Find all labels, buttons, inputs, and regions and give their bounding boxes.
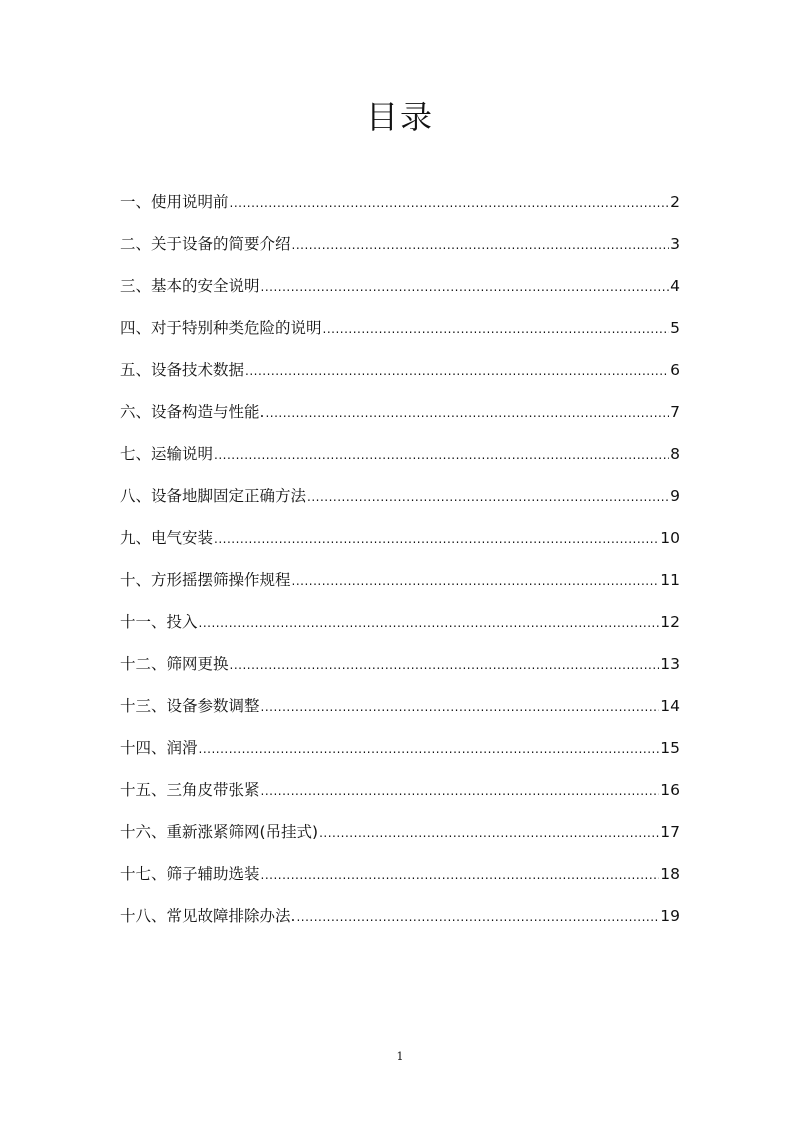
toc-entry[interactable] bbox=[120, 652, 680, 694]
toc-entry-label: 六、设备构造与性能. bbox=[120, 403, 265, 421]
toc-entry[interactable] bbox=[120, 904, 680, 946]
toc-entry-page: 6 bbox=[670, 361, 680, 379]
toc-title: 目录 bbox=[365, 98, 434, 136]
toc-entry-page: 4 bbox=[670, 277, 680, 295]
toc-entry-label: 七、运输说明 bbox=[120, 445, 214, 463]
toc-entry[interactable] bbox=[120, 274, 680, 316]
toc-entry[interactable] bbox=[120, 484, 680, 526]
toc-entry-label: 三、基本的安全说明 bbox=[120, 277, 260, 295]
toc-dot-leader bbox=[214, 443, 669, 467]
toc-entry-label: 十一、投入 bbox=[120, 613, 198, 631]
toc-entry[interactable] bbox=[120, 442, 680, 484]
toc-dot-leader bbox=[319, 821, 659, 845]
toc-entry-page: 13 bbox=[660, 655, 680, 673]
toc-entry-label: 八、设备地脚固定正确方法 bbox=[120, 487, 307, 505]
toc-entry-label: 十二、筛网更换 bbox=[120, 655, 229, 673]
toc-entry-label: 十三、设备参数调整 bbox=[120, 697, 260, 715]
toc-entry-label: 一、使用说明前 bbox=[120, 193, 229, 211]
toc-entry[interactable] bbox=[120, 694, 680, 736]
toc-dot-leader bbox=[199, 737, 660, 761]
toc-entry-label: 十、方形摇摆筛操作规程 bbox=[120, 571, 291, 589]
toc-entry[interactable] bbox=[120, 820, 680, 862]
toc-entry-label: 十八、常见故障排除办法. bbox=[120, 907, 296, 925]
toc-entry-page: 2 bbox=[670, 193, 680, 211]
table-of-contents bbox=[120, 190, 680, 946]
toc-entry-page: 10 bbox=[660, 529, 680, 547]
toc-dot-leader bbox=[261, 779, 660, 803]
toc-dot-leader bbox=[214, 527, 659, 551]
toc-dot-leader bbox=[261, 863, 660, 887]
toc-entry-page: 8 bbox=[670, 445, 680, 463]
toc-entry[interactable] bbox=[120, 190, 680, 232]
toc-entry[interactable] bbox=[120, 610, 680, 652]
toc-dot-leader bbox=[323, 317, 670, 341]
toc-entry-label: 九、电气安装 bbox=[120, 529, 214, 547]
toc-dot-leader bbox=[292, 233, 670, 257]
toc-entry[interactable] bbox=[120, 736, 680, 778]
toc-entry-page: 7 bbox=[670, 403, 680, 421]
toc-entry-page: 19 bbox=[660, 907, 680, 925]
toc-entry[interactable] bbox=[120, 568, 680, 610]
toc-entry[interactable] bbox=[120, 778, 680, 820]
toc-entry-page: 5 bbox=[670, 319, 680, 337]
toc-entry-page: 9 bbox=[670, 487, 680, 505]
toc-entry-page: 16 bbox=[660, 781, 680, 799]
toc-entry-label: 十四、润滑 bbox=[120, 739, 198, 757]
toc-entry-label: 四、对于特别种类危险的说明 bbox=[120, 319, 322, 337]
toc-entry-page: 12 bbox=[660, 613, 680, 631]
toc-entry-label: 十七、筛子辅助选装 bbox=[120, 865, 260, 883]
toc-dot-leader bbox=[261, 275, 670, 299]
toc-entry[interactable] bbox=[120, 358, 680, 400]
toc-dot-leader bbox=[230, 191, 670, 215]
toc-entry-page: 17 bbox=[660, 823, 680, 841]
toc-dot-leader bbox=[307, 485, 669, 509]
toc-entry[interactable] bbox=[120, 316, 680, 358]
toc-entry[interactable] bbox=[120, 400, 680, 442]
toc-entry-label: 十六、重新涨紧筛网(吊挂式) bbox=[120, 823, 319, 841]
toc-entry-page: 14 bbox=[660, 697, 680, 715]
toc-entry-page: 15 bbox=[660, 739, 680, 757]
toc-dot-leader bbox=[292, 569, 660, 593]
toc-dot-leader bbox=[230, 653, 660, 677]
toc-dot-leader bbox=[261, 695, 660, 719]
toc-entry-label: 五、设备技术数据 bbox=[120, 361, 245, 379]
page-number: 1 bbox=[396, 1050, 404, 1063]
toc-dot-leader bbox=[199, 611, 660, 635]
toc-dot-leader bbox=[265, 401, 669, 425]
toc-dot-leader bbox=[245, 359, 669, 383]
toc-entry[interactable] bbox=[120, 862, 680, 904]
toc-entry-page: 18 bbox=[660, 865, 680, 883]
toc-entry[interactable] bbox=[120, 526, 680, 568]
toc-dot-leader bbox=[296, 905, 659, 929]
toc-entry-label: 二、关于设备的简要介绍 bbox=[120, 235, 291, 253]
toc-entry-label: 十五、三角皮带张紧 bbox=[120, 781, 260, 799]
toc-entry-page: 3 bbox=[670, 235, 680, 253]
toc-entry-page: 11 bbox=[660, 571, 680, 589]
toc-entry[interactable] bbox=[120, 232, 680, 274]
